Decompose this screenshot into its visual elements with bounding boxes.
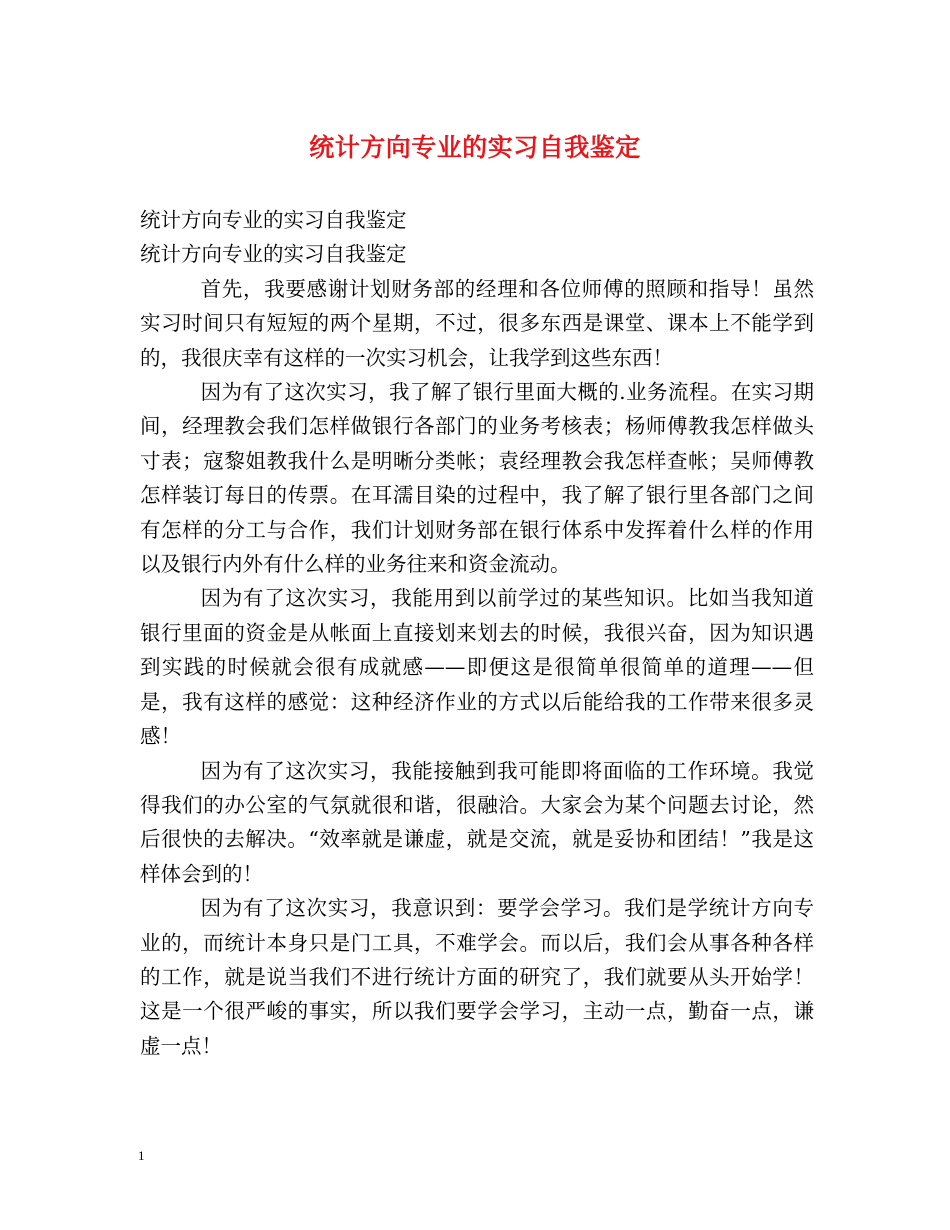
- body-paragraph: 因为有了这次实习，我能接触到我可能即将面临的工作环境。我觉得我们的办公室的气氛就很和谐，很融洽。大家会为某个问题去讨论，然后很快的去解决。“效率就是谦虚，就是交流，就是妥协和团结！”我是这样体会到的！: [140, 758, 814, 886]
- subtitle-line: 统计方向专业的实习自我鉴定: [140, 242, 407, 267]
- body-paragraph: 因为有了这次实习，我了解了银行里面大概的.业务流程。在实习期间，经理教会我们怎样做银行各部门的业务考核表；杨师傅教我怎样做头寸表；寇黎姐教我什么是明晰分类帐；袁经理教会我怎样查帐；吴师傅教怎样装订每日的传票。在耳濡目染的过程中，我了解了银行里各部门之间有怎样的分工与合作，我们计划财务部在银行体系中发挥着什么样的作用以及银行内外有什么样的业务往来和资金流动。: [140, 380, 814, 577]
- document-title: 统计方向专业的实习自我鉴定: [309, 133, 641, 162]
- body-paragraph: 因为有了这次实习，我能用到以前学过的某些知识。比如当我知道银行里面的资金是从帐面上直接划来划去的时候，我很兴奋，因为知识遇到实践的时候就会很有成就感——即便这是很简单很简单的道理——但是，我有这样的感觉：这种经济作业的方式以后能给我的工作带来很多灵感！: [140, 586, 814, 749]
- body-paragraph: 首先，我要感谢计划财务部的经理和各位师傅的照顾和指导！虽然实习时间只有短短的两个星期，不过，很多东西是课堂、课本上不能学到的，我很庆幸有这样的一次实习机会，让我学到这些东西！: [140, 276, 814, 370]
- document-body: [140, 203, 814, 1063]
- subtitle-line: 统计方向专业的实习自我鉴定: [140, 208, 407, 232]
- body-paragraph: 因为有了这次实习，我意识到：要学会学习。我们是学统计方向专业的，而统计本身只是门工具，不难学会。而以后，我们会从事各种各样的工作，就是说当我们不进行统计方面的研究了，我们就要从头开始学！这是一个很严峻的事实，所以我们要学会学习，主动一点，勤奋一点，谦虚一点！: [140, 896, 814, 1058]
- page-number: 1: [138, 1148, 145, 1163]
